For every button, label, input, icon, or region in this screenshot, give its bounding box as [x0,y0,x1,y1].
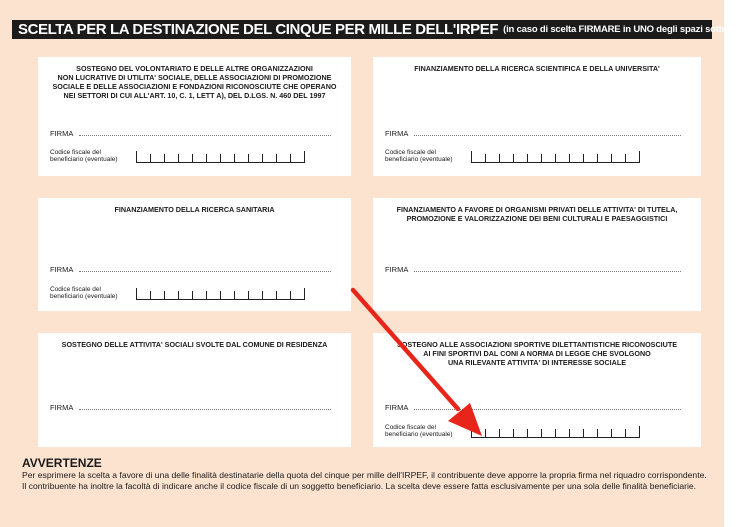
firma-label: FIRMA [50,129,74,138]
firma-label: FIRMA [385,403,409,412]
codice-fiscale-label: Codice fiscale del beneficiario (eventuale) [50,149,118,163]
box-title: SOSTEGNO DEL VOLONTARIATO E DELLE ALTRE ORGANIZZAZIONI NON LUCRATIVE DI UTILITA' SOCIALE, DELLE ASSOCIAZIONI DI PROMOZIONE SOCIALE E DELLE ASSOCIAZIONI E FONDAZIONI RICONOSCIUTE CHE OPERANO NEI SETTORI DI CUI ALL'ART. 10, C. 1, LETT A), DEL D.LGS. N. 460 DEL 1997 [52,64,337,100]
avvertenze-text: Per esprimere la scelta a favore di una delle finalità destinatarie della quota del cinque per mille dell'IRPEF, il contribuente deve apporre la propria firma nel riquadro corrispondente. Il contribuente ha inoltre la facoltà di indicare anche il codice fiscale di un soggetto beneficiario. La scelta deve essere fatta esclusivamente per una sola delle finalità beneficiarie. [22,470,707,491]
box-title: SOSTEGNO ALLE ASSOCIAZIONI SPORTIVE DILETTANTISTICHE RICONOSCIUTE AI FINI SPORTIVI DAL CONI A NORMA DI LEGGE CHE SVOLGONO UNA RILEVANTE ATTIVITA' DI INTERESSE SOCIALE [396,340,678,367]
codice-fiscale-label: Codice fiscale del beneficiario (eventuale) [385,149,453,163]
box-title: SOSTEGNO DELLE ATTIVITA' SOCIALI SVOLTE DAL COMUNE DI RESIDENZA [61,340,328,349]
firma-label: FIRMA [385,265,409,274]
firma-label: FIRMA [385,129,409,138]
box-title: FINANZIAMENTO DELLA RICERCA SANITARIA [114,205,275,214]
firma-label: FIRMA [50,403,74,412]
form-subtitle: (in caso di scelta FIRMARE in UNO degli spazi sottostanti) [503,24,754,35]
firma-label: FIRMA [50,265,74,274]
box-title: FINANZIAMENTO DELLA RICERCA SCIENTIFICA E DELLA UNIVERSITA' [414,64,660,73]
avvertenze-title: AVVERTENZE [22,456,102,470]
form-title: SCELTA PER LA DESTINAZIONE DEL CINQUE PER MILLE DELL'IRPEF [18,21,499,38]
box-title: FINANZIAMENTO A FAVORE DI ORGANISMI PRIVATI DELLE ATTIVITA' DI TUTELA, PROMOZIONE E VALORIZZAZIONE DEI BENI CULTURALI E PAESAGGISTICI [396,205,678,223]
avvertenze-section [22,457,712,492]
codice-fiscale-label: Codice fiscale del beneficiario (eventuale) [50,286,118,300]
codice-fiscale-label: Codice fiscale del beneficiario (eventuale) [385,424,453,438]
